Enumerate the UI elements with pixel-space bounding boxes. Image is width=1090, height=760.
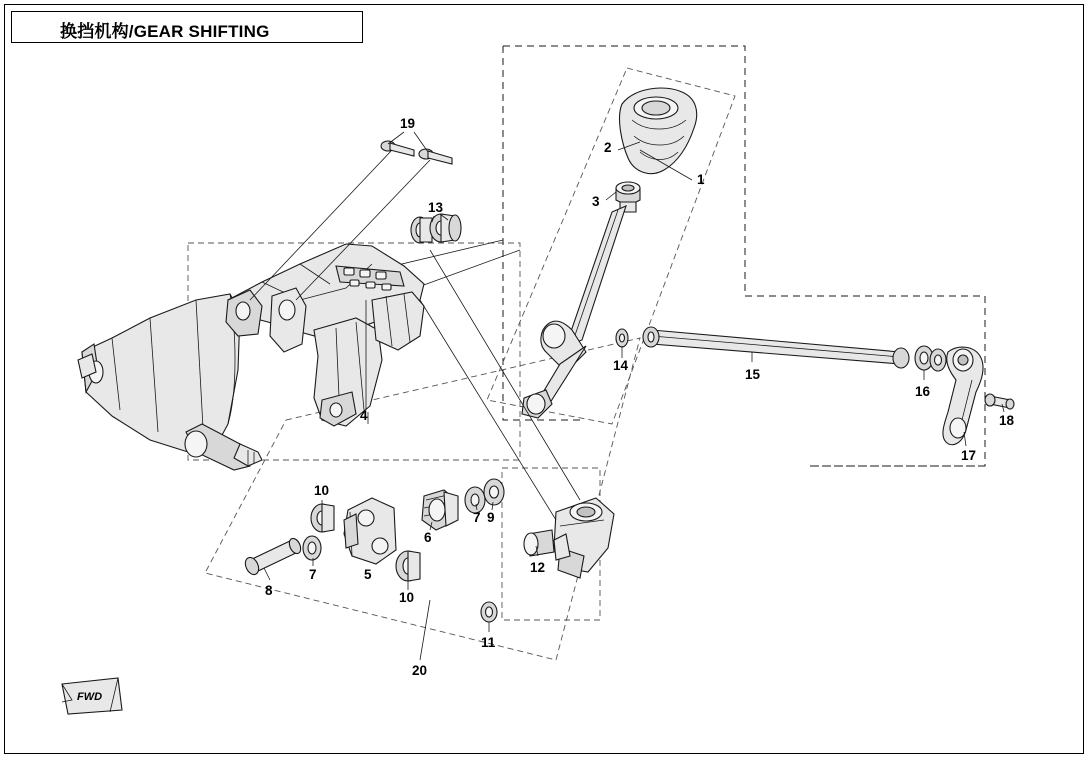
callout-8: 8 bbox=[265, 583, 273, 598]
lever-bracket-5 bbox=[344, 498, 396, 564]
callout-11: 11 bbox=[481, 635, 496, 650]
bolt-18 bbox=[985, 394, 1014, 409]
callout-20: 20 bbox=[412, 663, 428, 678]
callout-17: 17 bbox=[961, 448, 977, 463]
page-title: 换挡机构/GEAR SHIFTING bbox=[60, 22, 270, 41]
bushing-10-right bbox=[396, 551, 420, 581]
callout-7-left: 7 bbox=[309, 567, 317, 582]
callout-2: 2 bbox=[604, 140, 612, 155]
callout-3: 3 bbox=[592, 194, 600, 209]
sleeve-6 bbox=[422, 490, 458, 530]
callout-7-right: 7 bbox=[473, 510, 481, 525]
washer-7-left bbox=[303, 536, 321, 560]
callout-13: 13 bbox=[428, 200, 444, 215]
callout-10-right: 10 bbox=[399, 590, 415, 605]
callout-14: 14 bbox=[613, 358, 629, 373]
callout-18: 18 bbox=[999, 413, 1015, 428]
callout-16: 16 bbox=[915, 384, 931, 399]
washer-11 bbox=[481, 602, 497, 622]
callout-15: 15 bbox=[745, 367, 761, 382]
callout-9: 9 bbox=[487, 510, 495, 525]
callout-4: 4 bbox=[360, 408, 368, 423]
callout-5: 5 bbox=[364, 567, 372, 582]
bushing-10-left bbox=[311, 504, 334, 532]
connecting-rod-15 bbox=[643, 327, 909, 368]
callout-10-left: 10 bbox=[314, 483, 330, 498]
washer-14 bbox=[616, 329, 628, 347]
shift-bracket-plate bbox=[226, 244, 424, 426]
bushing-16 bbox=[915, 346, 946, 371]
callout-1: 1 bbox=[697, 172, 705, 187]
pin-8 bbox=[243, 537, 303, 577]
nut-3 bbox=[616, 182, 640, 212]
shift-arm-17 bbox=[943, 347, 983, 445]
callout-6: 6 bbox=[424, 530, 432, 545]
fwd-label: FWD bbox=[77, 691, 103, 703]
callout-12: 12 bbox=[530, 560, 546, 575]
bushings-13 bbox=[411, 214, 461, 243]
bolt-19 bbox=[381, 141, 452, 164]
callout-19: 19 bbox=[400, 116, 416, 131]
gear-lever-1 bbox=[522, 206, 629, 418]
washer-9 bbox=[484, 479, 504, 505]
